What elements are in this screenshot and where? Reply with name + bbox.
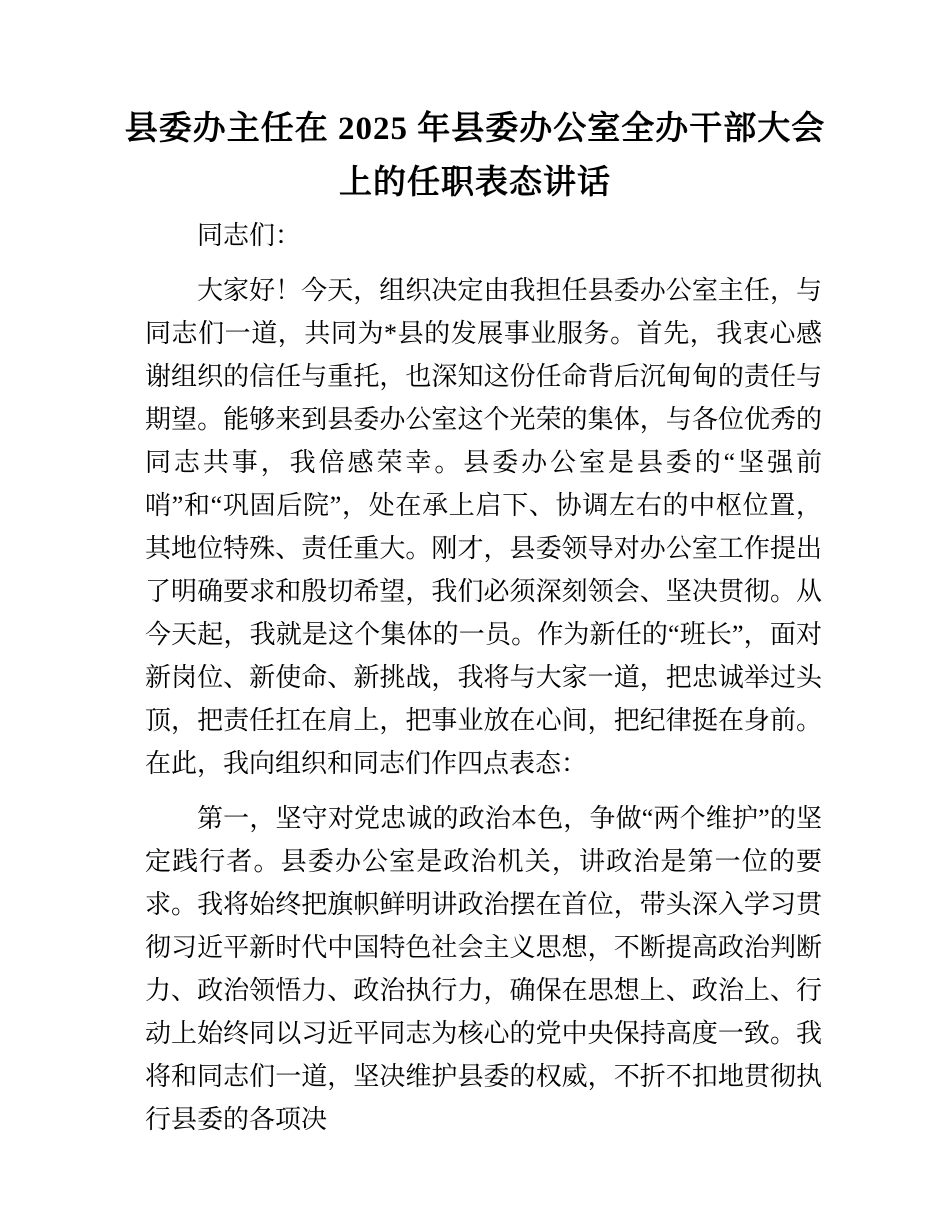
document-title	[68, 102, 882, 210]
document-body	[145, 214, 822, 1141]
document-title-line-1: 县委办主任在 2025 年县委办公室全办干部大会	[124, 111, 826, 147]
paragraph-opening: 大家好！今天，组织决定由我担任县委办公室主任，与同志们一道，共同为*县的发展事业服务。首先，我衷心感谢组织的信任与重托，也深知这份任命背后沉甸甸的责任与期望。能够来到县委办公室这个光荣的集体，与各位优秀的同志共事，我倍感荣幸。县委办公室是县委的“坚强前哨”和“巩固后院”，处在承上启下、协调左右的中枢位置，其地位特殊、责任重大。刚才，县委领导对办公室工作提出了明确要求和殷切希望，我们必须深刻领会、坚决贯彻。从今天起，我就是这个集体的一员。作为新任的“班长”，面对新岗位、新使命、新挑战，我将与大家一道，把忠诚举过头顶，把责任扛在肩上，把事业放在心间，把纪律挺在身前。在此，我向组织和同志们作四点表态：	[145, 276, 822, 778]
salutation: 同志们：	[197, 221, 302, 250]
paragraph-first-pledge: 第一，坚守对党忠诚的政治本色，争做“两个维护”的坚定践行者。县委办公室是政治机关，讲政治是第一位的要求。我将始终把旗帜鲜明讲政治摆在首位，带头深入学习贯彻习近平新时代中国特色社会主义思想，不断提高政治判断力、政治领悟力、政治执行力，确保在思想上、政治上、行动上始终同以习近平同志为核心的党中央保持高度一致。我将和同志们一道，坚决维护县委的权威，不折不扣地贯彻执行县委的各项决	[145, 804, 822, 1134]
document-title-line-2: 上的任职表态讲话	[339, 165, 611, 201]
